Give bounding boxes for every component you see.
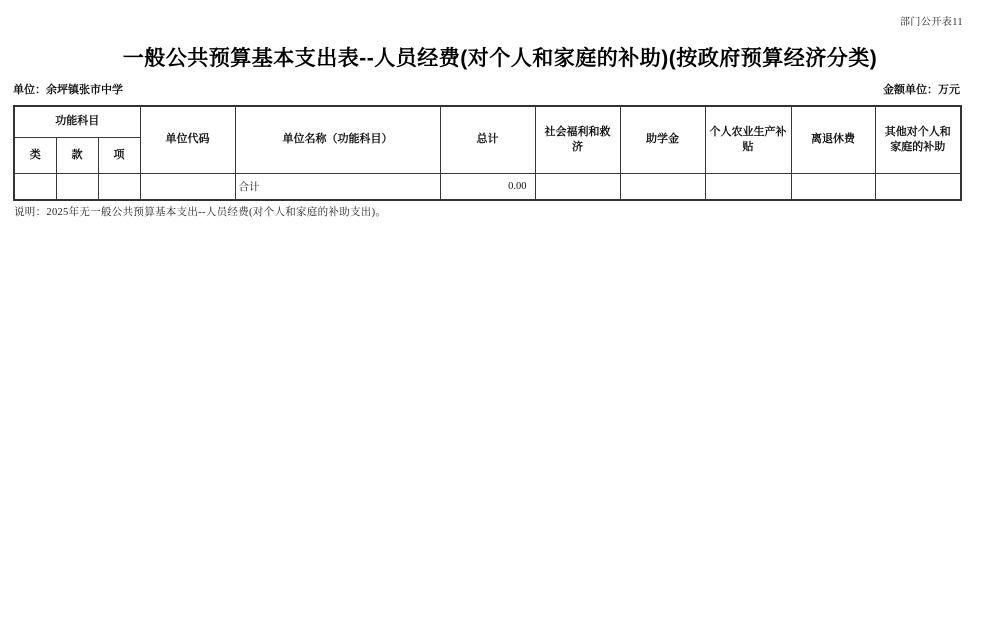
header-unit-code: 单位代码 xyxy=(140,106,235,173)
header-function-category: 功能科目 xyxy=(14,106,140,137)
cell-other-personal-family-subsidy xyxy=(875,173,961,200)
cell-personal-agri-subsidy xyxy=(705,173,791,200)
cell-grants xyxy=(620,173,705,200)
corner-table-number: 部门公开表11 xyxy=(899,17,963,28)
header-retirement: 离退休费 xyxy=(791,106,875,173)
header-category: 类 xyxy=(14,137,56,173)
cell-retirement xyxy=(791,173,875,200)
header-item: 项 xyxy=(98,137,140,173)
cell-total: 0.00 xyxy=(440,173,535,200)
table-header xyxy=(14,106,961,173)
cell-item xyxy=(98,173,140,200)
unit-name-label: 单位：余坪镇张市中学 xyxy=(13,84,123,96)
header-social-welfare-relief: 社会福利和救济 xyxy=(535,106,620,173)
budget-table xyxy=(13,105,962,201)
cell-unit-code xyxy=(140,173,235,200)
header-unit-name: 单位名称（功能科目） xyxy=(235,106,440,173)
header-personal-agri-subsidy: 个人农业生产补贴 xyxy=(705,106,791,173)
cell-category xyxy=(14,173,56,200)
header-grants: 助学金 xyxy=(620,106,705,173)
cell-unit-name: 合计 xyxy=(235,173,440,200)
header-section: 款 xyxy=(56,137,98,173)
header-total: 总计 xyxy=(440,106,535,173)
table-body xyxy=(14,173,961,200)
cell-social-welfare-relief xyxy=(535,173,620,200)
amount-unit-label: 金额单位：万元 xyxy=(883,84,960,96)
meta-row xyxy=(13,81,960,97)
page-title: 一般公共预算基本支出表--人员经费(对个人和家庭的补助)(按政府预算经济分类) xyxy=(122,47,878,70)
note-text: 说明：2025年无一般公共预算基本支出--人员经费(对个人和家庭的补助支出)。 xyxy=(14,207,387,218)
cell-section xyxy=(56,173,98,200)
header-other-personal-family-subsidy: 其他对个人和家庭的补助 xyxy=(875,106,961,173)
table-row-total xyxy=(14,173,961,200)
